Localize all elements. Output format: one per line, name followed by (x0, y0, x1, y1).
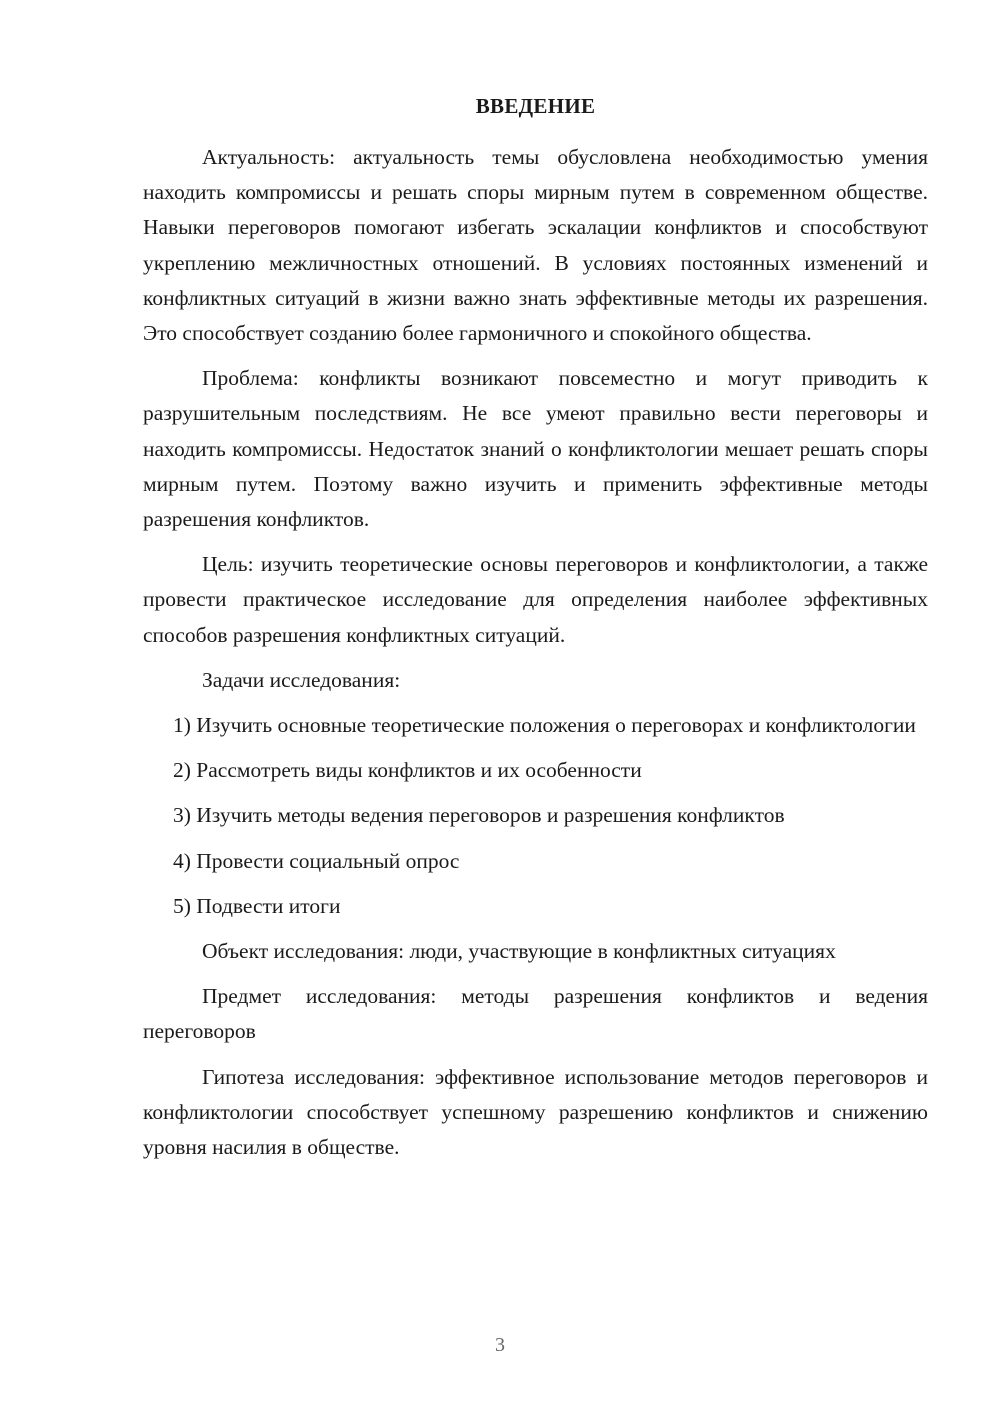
paragraph-goal: Цель: изучить теоретические основы переговоров и конфликтологии, а также провести практическое исследование для определения наиболее эффективных способов разрешения конфликтных ситуаций. (143, 552, 928, 647)
tasks-heading: Задачи исследования: (202, 667, 401, 692)
task-item-2: 2) Рассмотреть виды конфликтов и их особенности (173, 758, 642, 783)
paragraph-object: Объект исследования: люди, участвующие в конфликтных ситуациях (202, 939, 836, 964)
task-item-3: 3) Изучить методы ведения переговоров и разрешения конфликтов (173, 803, 785, 828)
paragraph-relevance: Актуальность: актуальность темы обусловлена необходимостью умения находить компромиссы и решать споры мирным путем в современном обществе. Навыки переговоров помогают избегать эскалации конфликтов и способствуют укреплению межличностных отношений. В условиях постоянных изменений и конфликтных ситуаций в жизни важно знать эффективные методы их разрешения. Это способствует созданию более гармоничного и спокойного общества. (143, 145, 928, 346)
paragraph-hypothesis: Гипотеза исследования: эффективное использование методов переговоров и конфликтологии способствует успешному разрешению конфликтов и снижению уровня насилия в обществе. (143, 1064, 928, 1160)
paragraph-subject: Предмет исследования: методы разрешения конфликтов и ведения переговоров (143, 984, 928, 1044)
page-number: 3 (495, 1334, 505, 1356)
task-item-1: 1) Изучить основные теоретические положения о переговорах и конфликтологии (173, 713, 916, 738)
document-body (143, 140, 928, 1175)
paragraph-problem: Проблема: конфликты возникают повсеместно и могут приводить к разрушительным последствиям. Не все умеют правильно вести переговоры и находить компромиссы. Недостаток знаний о конфликтологии мешает решать споры мирным путем. Поэтому важно изучить и применить эффективные методы разрешения конфликтов. (143, 366, 928, 532)
task-item-4: 4) Провести социальный опрос (173, 848, 460, 873)
task-item-5: 5) Подвести итоги (173, 893, 341, 918)
page-title: ВВЕДЕНИЕ (475, 94, 596, 118)
